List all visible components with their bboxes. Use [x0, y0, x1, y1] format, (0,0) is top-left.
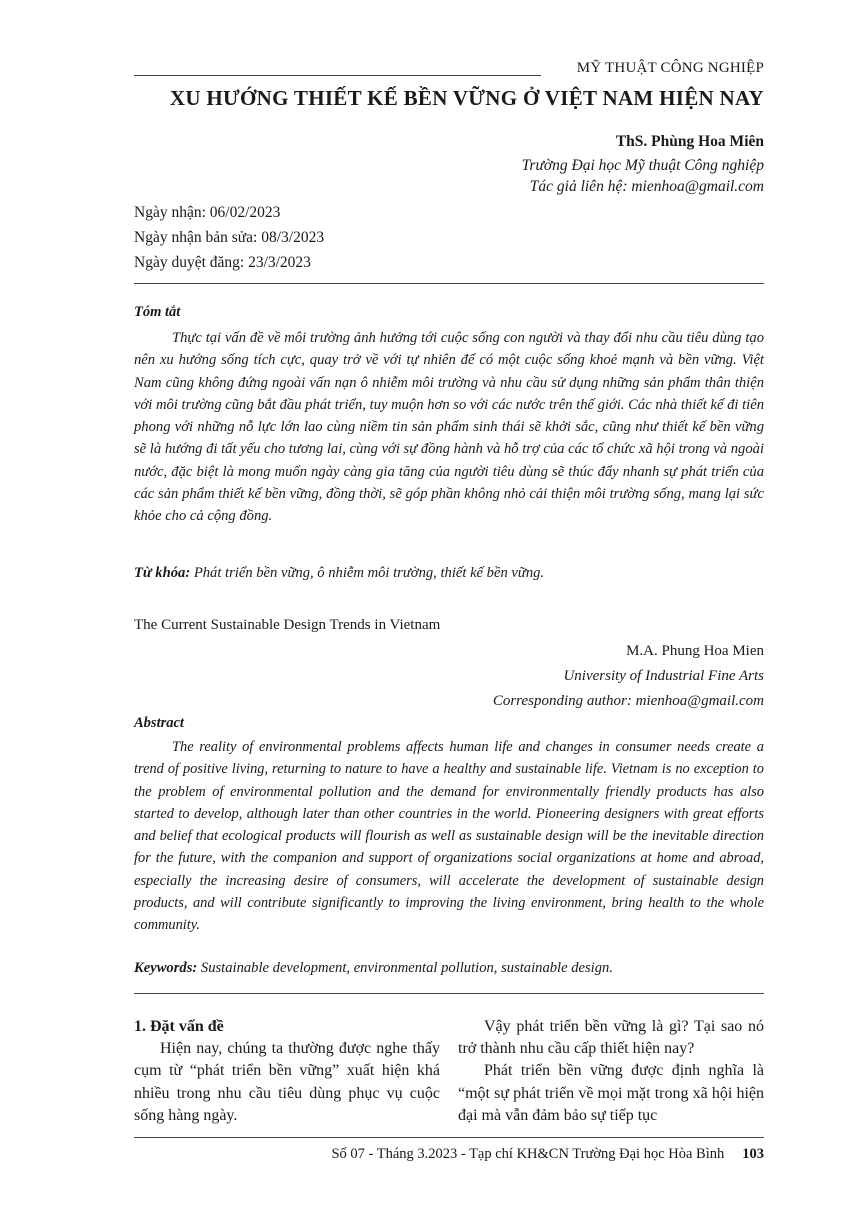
body-paragraph: Hiện nay, chúng ta thường được nghe thấy cụm từ “phát triển bền vững” xuất hiện khá nhiều trong nhu cầu tiêu dùng phục vụ cuộc sống hàng ngày.: [134, 1040, 440, 1124]
date-accepted: Ngày duyệt đăng: 23/3/2023: [134, 254, 311, 271]
footer: [331, 1146, 764, 1163]
keywords-en-label: Keywords:: [134, 960, 198, 976]
author-affiliation: Trường Đại học Mỹ thuật Công nghiệp: [521, 157, 764, 174]
keywords-en: [134, 960, 613, 977]
author-contact: Tác giả liên hệ: mienhoa@gmail.com: [529, 178, 764, 195]
body-paragraph: Phát triển bền vững được định nghĩa là “một sự phát triển về mọi mặt trong xã hội hiện đại mà vẫn đảm bảo sự tiếp tục: [458, 1062, 764, 1124]
body-column-right: [458, 1016, 764, 1127]
abstract-en-heading: Abstract: [134, 715, 184, 731]
date-received: Ngày nhận: 06/02/2023: [134, 204, 281, 221]
header-rule: [134, 75, 541, 76]
footer-rule: [134, 1137, 764, 1138]
page-title: XU HƯỚNG THIẾT KẾ BỀN VỮNG Ở VIỆT NAM HIỆN NAY: [169, 86, 764, 110]
keywords-vi-text: Phát triển bền vững, ô nhiễm môi trường, thiết kế bền vững.: [190, 565, 545, 581]
body-paragraph: Vậy phát triển bền vững là gì? Tại sao nó trở thành nhu cầu cấp thiết hiện nay?: [458, 1018, 764, 1058]
date-revised: Ngày nhận bản sửa: 08/3/2023: [134, 229, 325, 246]
divider-bottom: [134, 993, 764, 994]
divider-top: [134, 283, 764, 284]
english-title: The Current Sustainable Design Trends in Vietnam: [134, 617, 441, 633]
abstract-en-body: The reality of environmental problems affects human life and changes in consumer needs create a trend of positive living, returning to nature to have a healthy and sustainable life. Vietnam is no exception to the problem of environmental pollution and the demand for environmentally friendly products has also started to develop, although later than other countries in the world. Pioneering designers with great efforts and belief that ecological products will flourish as well as sustainable design will be the inevitable direction for the future, with the companion and support of organizations social organizations at home and abroad, especially the increasing desire of consumers, will accelerate the development of sustainable design products, and will contribute significantly to improving the living environment, bring health to the whole community.: [134, 739, 764, 934]
body-column-left: [134, 1016, 440, 1127]
abstract-vi-body: Thực tại vấn đề về môi trường ảnh hưởng tới cuộc sống con người và thay đổi nhu cầu tiêu dùng tạo nên xu hướng sống tích cực, quay trở về với tự nhiên để có một cuộc sống khoẻ mạnh và bền vững. Việt Nam cũng không đứng ngoài vấn nạn ô nhiễm môi trường và nhu cầu sử dụng những sản phẩm thân thiện với môi trường cũng bắt đầu phát triển, tuy muộn hơn so với các nước trên thế giới. Các nhà thiết kế đi tiên phong với những nỗ lực lớn lao cùng niềm tin sản phẩm sinh thái sẽ khởi sắc, cũng như thiết kế bền vững sẽ là hướng đi tất yếu cho tương lai, cùng với sự đồng hành và hỗ trợ của các tổ chức xã hội trong và ngoài nước, đặc biệt là mong muốn ngày càng gia tăng của người tiêu dùng sẽ thúc đẩy nhanh sự phát triển của các sản phẩm thiết kế bền vững, đồng thời, sẽ góp phần không nhỏ cải thiện môi trường sống, mang lại sức khỏe cho cả cộng đồng.: [134, 330, 764, 525]
english-contact: Corresponding author: mienhoa@gmail.com: [492, 693, 764, 709]
english-author: M.A. Phung Hoa Mien: [626, 643, 764, 659]
page-number: 103: [742, 1146, 764, 1162]
keywords-vi-label: Từ khóa:: [134, 565, 191, 581]
author-name: ThS. Phùng Hoa Miên: [615, 133, 764, 150]
section-label: MỸ THUẬT CÔNG NGHIỆP: [576, 60, 764, 76]
footer-journal: Số 07 - Tháng 3.2023 - Tạp chí KH&CN Trường Đại học Hòa Bình: [331, 1146, 725, 1162]
keywords-vi: [134, 565, 544, 582]
english-affiliation: University of Industrial Fine Arts: [563, 668, 764, 684]
section-heading: 1. Đặt vấn đề: [134, 1018, 224, 1035]
keywords-en-text: Sustainable development, environmental pollution, sustainable design.: [197, 960, 613, 976]
abstract-vi-heading: Tóm tắt: [134, 304, 181, 320]
